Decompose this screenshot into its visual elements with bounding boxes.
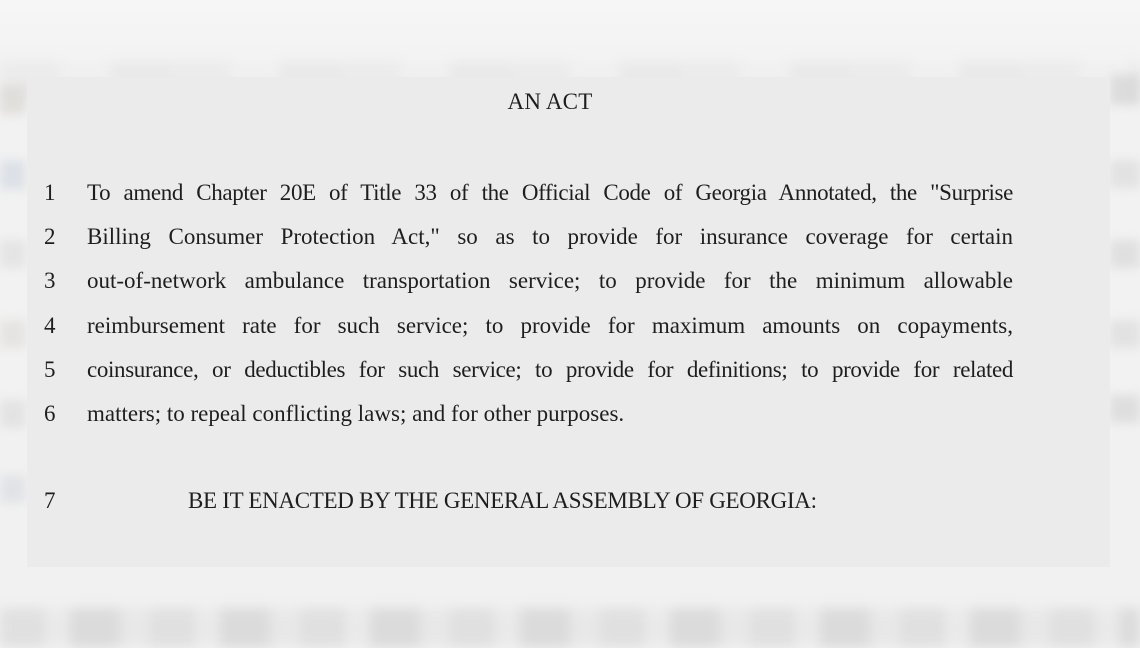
line-number: 5 bbox=[44, 357, 56, 382]
enacting-clause: BE IT ENACTED BY THE GENERAL ASSEMBLY OF GEORGIA: bbox=[188, 488, 817, 513]
document-title: AN ACT bbox=[507, 89, 593, 114]
line-text: coinsurance, or deductibles for such service; to provide for definitions; to provide for related bbox=[87, 357, 1013, 382]
line-text: To amend Chapter 20E of Title 33 of the Official Code of Georgia Annotated, the "Surprise bbox=[87, 180, 1013, 205]
document-line bbox=[0, 355, 1140, 385]
document-line bbox=[0, 222, 1140, 252]
line-text: Billing Consumer Protection Act," so as to provide for insurance coverage for certain bbox=[87, 224, 1013, 249]
document-line bbox=[0, 178, 1140, 208]
line-number: 4 bbox=[44, 313, 56, 338]
line-text: out-of-network ambulance transportation service; to provide for the minimum allowable bbox=[87, 268, 1013, 293]
line-text: reimbursement rate for such service; to provide for maximum amounts on copayments, bbox=[87, 313, 1013, 338]
line-number: 3 bbox=[44, 268, 56, 293]
blurred-background-fragment bbox=[1110, 75, 1140, 105]
enacting-clause-line bbox=[0, 486, 1140, 516]
document-line bbox=[0, 311, 1140, 341]
document-line bbox=[0, 399, 1140, 429]
line-number: 6 bbox=[44, 401, 56, 426]
blurred-background-text-bottom bbox=[0, 608, 1140, 648]
line-number: 2 bbox=[44, 224, 56, 249]
line-number: 7 bbox=[44, 488, 56, 513]
document-line bbox=[0, 266, 1140, 296]
line-text: matters; to repeal conflicting laws; and for other purposes. bbox=[87, 401, 625, 426]
line-number: 1 bbox=[44, 180, 56, 205]
